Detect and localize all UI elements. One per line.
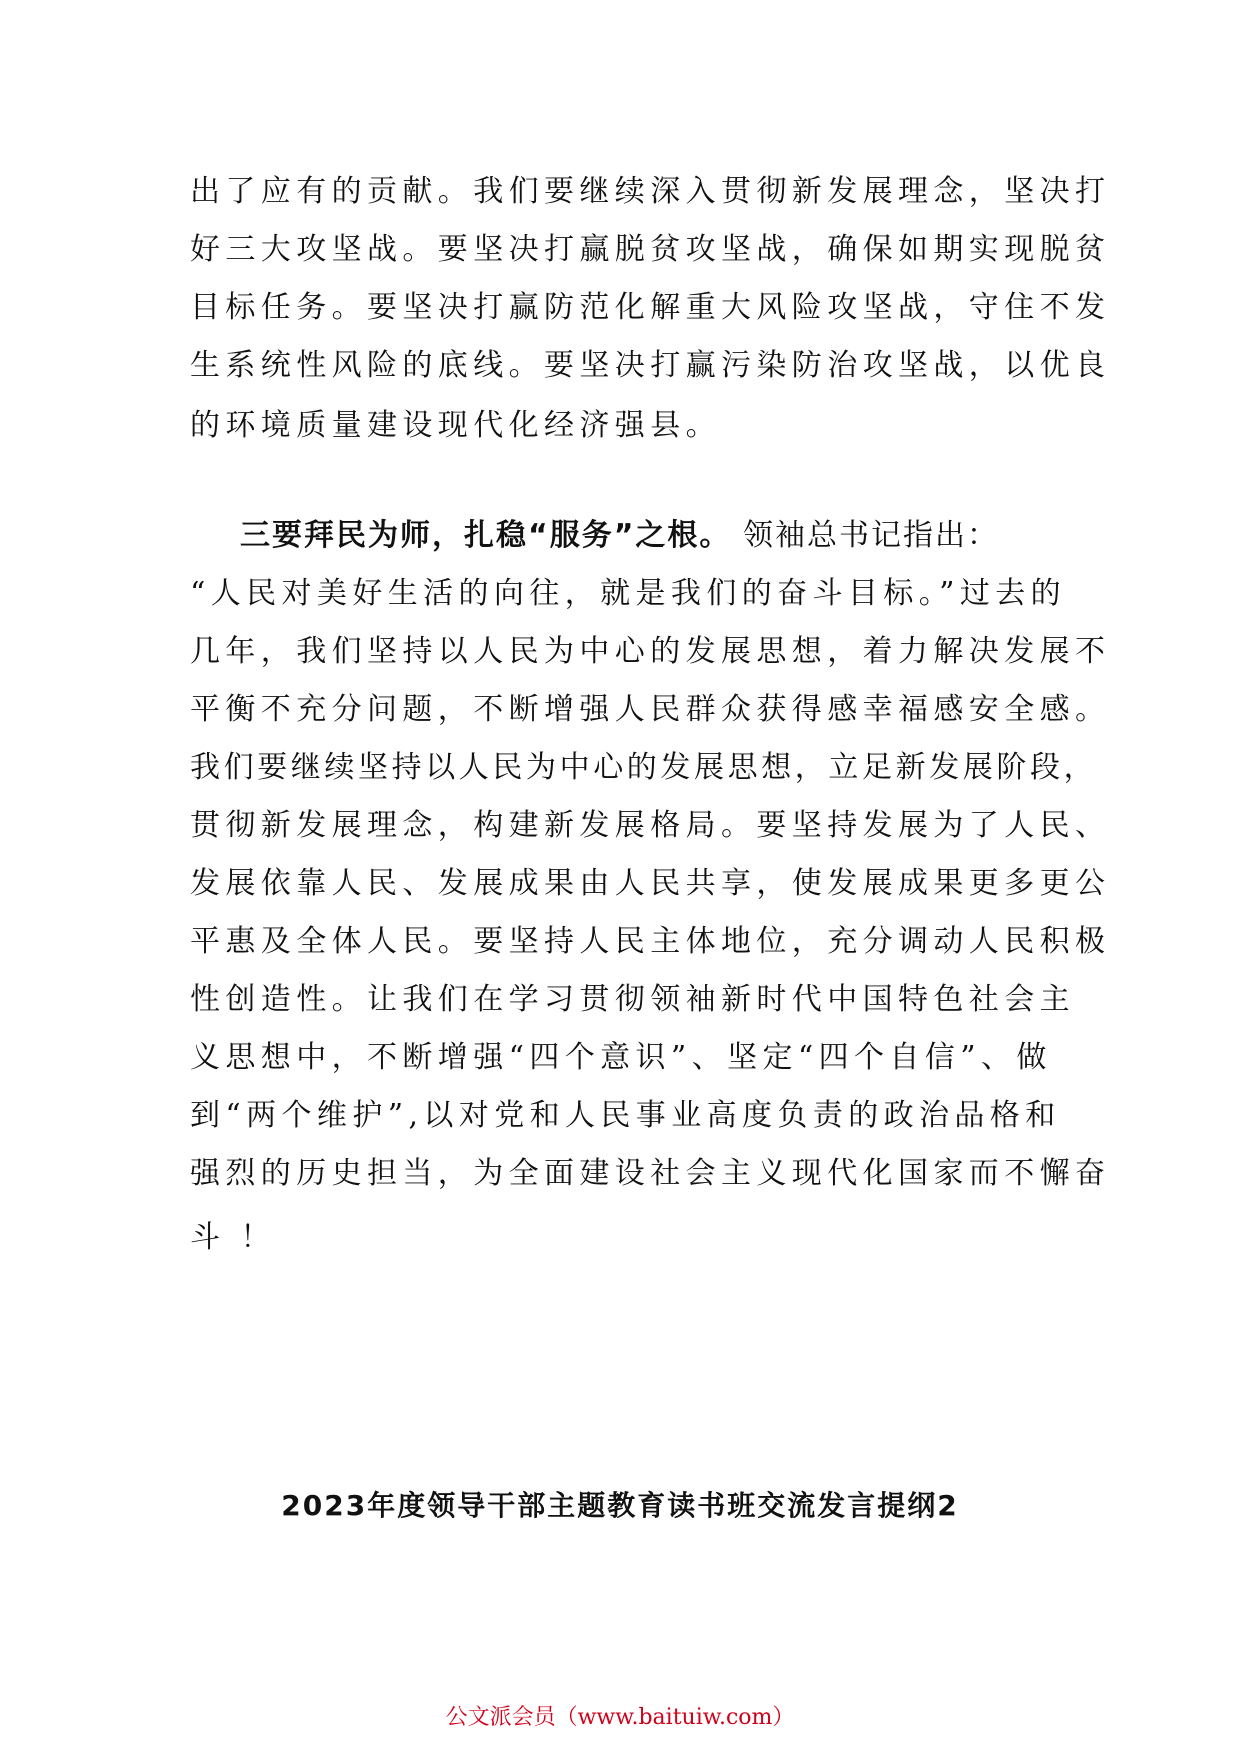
section-point-heading: 三要拜民为师，扎稳“服务”之根。 — [240, 518, 732, 553]
paragraph-line: 我们要继续坚持以人民为中心的发展思想，立足新发展阶段， — [190, 750, 1098, 785]
paragraph-line: 发展依靠人民、发展成果由人民共享，使发展成果更多更公 — [190, 866, 1111, 901]
paragraph-line: “人民对美好生活的向往，就是我们的奋斗目标。”过去的 — [190, 576, 1067, 611]
footer-watermark: 公文派会员（www.baituiw.com） — [445, 1705, 795, 1730]
paragraph-line: 出了应有的贡献。我们要继续深入贯彻新发展理念，坚决打 — [190, 174, 1111, 209]
section-point-intro: 领袖总书记指出： — [731, 518, 999, 553]
paragraph-line: 几年，我们坚持以人民为中心的发展思想，着力解决发展不 — [190, 634, 1111, 669]
paragraph-line: 义思想中，不断增强“四个意识”、坚定“四个自信”、做 — [190, 1040, 1052, 1075]
paragraph-line: 好三大攻坚战。要坚决打赢脱贫攻坚战，确保如期实现脱贫 — [190, 232, 1111, 267]
section-title: 2023年度领导干部主题教育读书班交流发言提纲2 — [281, 1489, 959, 1522]
paragraph-line: 贯彻新发展理念，构建新发展格局。要坚持发展为了人民、 — [190, 808, 1111, 843]
paragraph-line: 斗 ！ — [190, 1220, 276, 1255]
paragraph-line: 到“两个维护”,以对党和人民事业高度负责的政治品格和 — [190, 1098, 1061, 1133]
paragraph-lead — [240, 516, 1060, 556]
paragraph-line: 目标任务。要坚决打赢防范化解重大风险攻坚战，守住不发 — [190, 290, 1111, 325]
paragraph-line: 平惠及全体人民。要坚持人民主体地位，充分调动人民积极 — [190, 924, 1111, 959]
paragraph-line: 强烈的历史担当，为全面建设社会主义现代化国家而不懈奋 — [190, 1156, 1111, 1191]
paragraph-line: 的环境质量建设现代化经济强县。 — [190, 408, 721, 443]
paragraph-line: 生系统性风险的底线。要坚决打赢污染防治攻坚战，以优良 — [190, 348, 1111, 383]
paragraph-line: 性创造性。让我们在学习贯彻领袖新时代中国特色社会主 — [190, 982, 1075, 1017]
paragraph-line: 平衡不充分问题，不断增强人民群众获得感幸福感安全感。 — [190, 692, 1111, 727]
